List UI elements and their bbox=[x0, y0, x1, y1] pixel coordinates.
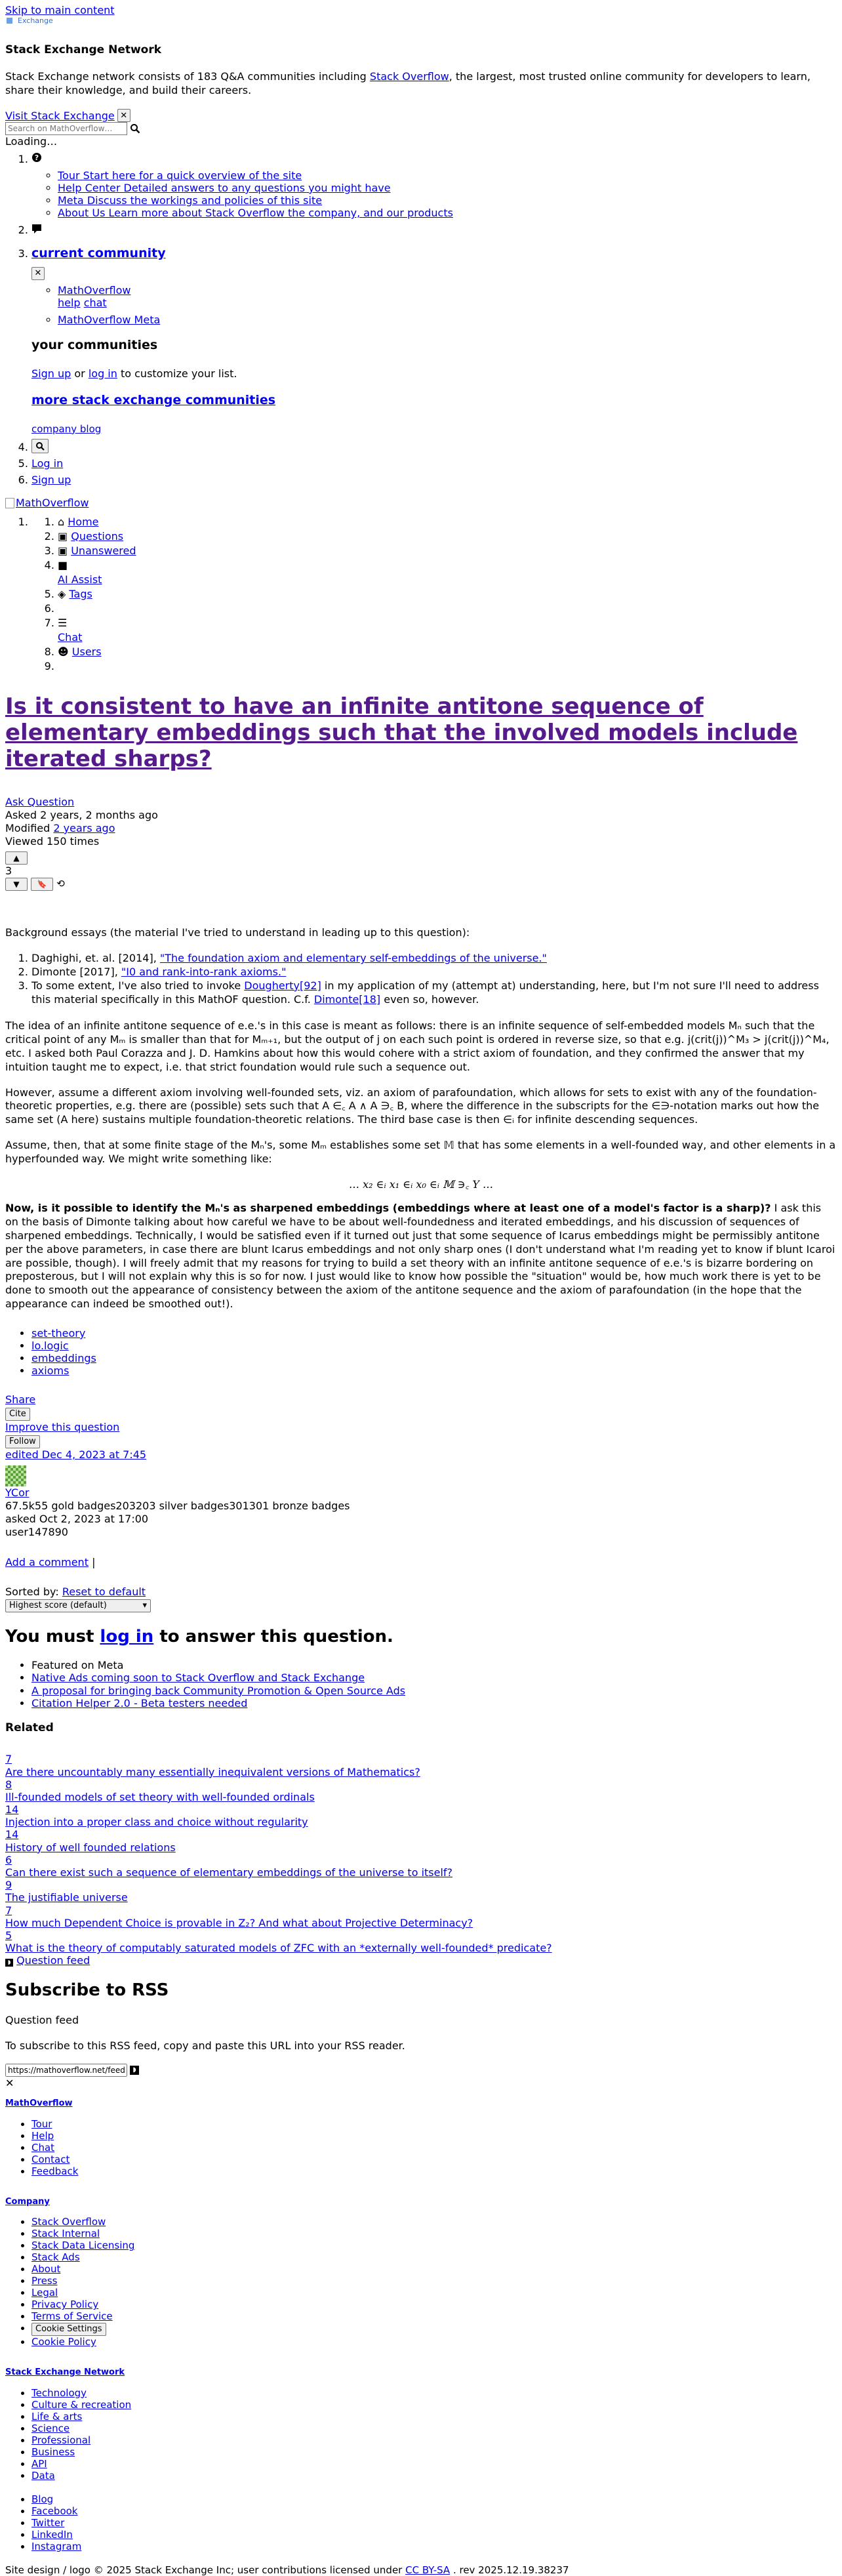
nav-tags[interactable] bbox=[58, 587, 837, 602]
tag-link[interactable]: lo.logic bbox=[31, 1339, 69, 1352]
footer-link[interactable]: • Data bbox=[31, 2470, 837, 2482]
site-logo[interactable] bbox=[5, 497, 837, 509]
related-score[interactable]: 7 bbox=[5, 1753, 12, 1766]
footer-link[interactable]: • LinkedIn bbox=[31, 2529, 837, 2541]
rss-icon: ◗ bbox=[5, 1959, 13, 1967]
help-menu-item[interactable]: ◦ Help Center Detailed answers to any questions you might have bbox=[58, 182, 837, 194]
footer-link[interactable]: • Technology bbox=[31, 2387, 837, 2399]
sort-selected: Highest score (default) bbox=[9, 1601, 107, 1611]
featured-link[interactable]: Citation Helper 2.0 - Beta testers needed bbox=[31, 1696, 248, 1709]
help-menu-item[interactable]: ◦ About Us Learn more about Stack Overflow the company, and our products bbox=[58, 207, 837, 219]
tag-list bbox=[5, 1327, 837, 1378]
network-desc-text-end: , the largest, most trusted online community for developers to learn, share their knowledge, and build their careers. bbox=[5, 70, 811, 96]
reference-item: 1. Daghighi, et. al. [2014], "The foundation axiom and elementary self-embeddings of the universe." bbox=[31, 952, 837, 966]
reference-item: 3. To some extent, I've also tried to invoke Dougherty[92] in my application of my (attempt at) understanding, here, but I'm not sure I'll need to address this material specifically in this MathOF question. C.f. Dimonte[18] even so, however. bbox=[31, 979, 837, 1007]
mathoverflow-link[interactable]: MathOverflow bbox=[58, 284, 131, 297]
nav-home[interactable] bbox=[58, 515, 837, 529]
editor-reputation: 67.5k55 gold badges203203 silver badges301301 bronze badges bbox=[5, 1500, 350, 1513]
vote-count: 3 bbox=[5, 865, 12, 878]
close-icon[interactable]: ✕ bbox=[31, 267, 45, 280]
footer-link[interactable]: • Stack Internal bbox=[31, 2228, 837, 2239]
asker-name: user147890 bbox=[5, 1526, 68, 1539]
featured-link[interactable]: A proposal for bringing back Community Promotion & Open Source Ads bbox=[31, 1684, 406, 1697]
footer-link[interactable]: • Feedback bbox=[31, 2165, 837, 2177]
login-link[interactable]: log in bbox=[100, 1627, 154, 1647]
editor-name[interactable]: YCor bbox=[5, 1486, 30, 1500]
footer-network-list bbox=[5, 2387, 837, 2482]
topbar-inbox bbox=[31, 223, 837, 236]
tag[interactable] bbox=[31, 1364, 837, 1377]
more-communities-link[interactable]: more stack exchange communities bbox=[31, 392, 276, 407]
related-question[interactable]: Can there exist such a sequence of elementary embeddings of the universe to itself? bbox=[5, 1866, 453, 1879]
rss-desc: To subscribe to this RSS feed, copy and paste this URL into your RSS reader. bbox=[5, 2039, 405, 2052]
footer-mathoverflow-list bbox=[5, 2118, 837, 2177]
add-comment-link[interactable]: Add a comment bbox=[5, 1556, 89, 1569]
topbar-login bbox=[31, 457, 837, 470]
modified-label: Modified bbox=[5, 821, 54, 834]
or-text: or bbox=[71, 367, 89, 380]
topbar bbox=[5, 152, 837, 487]
current-community-item bbox=[58, 314, 837, 326]
topbar-help bbox=[31, 152, 837, 220]
footer-social-list bbox=[5, 2493, 837, 2552]
skip-to-content-link[interactable]: Skip to main content bbox=[5, 4, 115, 16]
related-score[interactable]: 6 bbox=[5, 1853, 12, 1866]
footer-link[interactable]: • Twitter bbox=[31, 2517, 837, 2529]
nav-ai-assist[interactable] bbox=[58, 558, 837, 587]
footer-link[interactable]: • About bbox=[31, 2263, 837, 2275]
tag[interactable] bbox=[31, 1339, 837, 1352]
display-math: … x₂ ∈ᵢ x₁ ∈ᵢ x₀ ∈ᵢ 𝕄 ∋꜀ Y … bbox=[348, 1177, 493, 1191]
featured-link[interactable]: Native Ads coming soon to Stack Overflow and Stack Exchange bbox=[31, 1671, 365, 1685]
footer-link[interactable]: • Culture & recreation bbox=[31, 2399, 837, 2411]
license-link[interactable]: CC BY-SA bbox=[405, 2564, 451, 2576]
help-menu bbox=[31, 169, 837, 220]
nav-users-link[interactable]: Users bbox=[71, 645, 102, 658]
revision-text: . rev 2025.12.19.38237 bbox=[450, 2564, 569, 2576]
help-menu-item[interactable]: ◦ Meta Discuss the workings and policies of this site bbox=[58, 194, 837, 207]
asked-date: Asked 2 years, 2 months ago bbox=[5, 808, 158, 821]
copyright bbox=[5, 2564, 837, 2576]
footer-link[interactable]: • Stack Overflow bbox=[31, 2216, 837, 2228]
footer-company-list bbox=[5, 2216, 837, 2348]
footer-link[interactable]: • Business bbox=[31, 2446, 837, 2458]
stack-exchange-logo[interactable] bbox=[5, 16, 837, 25]
company-blog-link[interactable]: company blog bbox=[31, 422, 102, 435]
inbox-icon[interactable] bbox=[31, 223, 42, 234]
footer-link[interactable]: • Press bbox=[31, 2275, 837, 2287]
body-paragraph: The idea of an infinite antitone sequence of e.e.'s in this case is meant as follows: there is an infinite sequence of self-embedded models Mₙ such that the critical point of any Mₘ is smaller than that for Mₘ₊₁, but the output of j on each such point is ordered in reverse size, so that e.g. j(crit(j))^M₃ > j(crit(j))^M₄, etc. I asked both Paul Corazza and J. D. Hamkins about how this would cohere with a strict axiom of foundation, and they confirmed the answer that my intuition taught me to expect, i.e. that strict foundation would rule such a sequence out. bbox=[5, 1019, 830, 1073]
search-input[interactable] bbox=[5, 122, 127, 135]
chat-link[interactable]: chat bbox=[83, 296, 107, 310]
body-paragraph: Assume, then, that at some finite stage of the Mₙ's, some Mₘ establishes some set 𝕄 that has some elements in a well-founded way, and other elements in a hyperfounded way. We might write something like: bbox=[5, 1139, 836, 1165]
footer-link[interactable]: • Help bbox=[31, 2130, 837, 2142]
nav-questions[interactable] bbox=[58, 529, 837, 544]
sort-select[interactable] bbox=[5, 1599, 151, 1612]
topbar-search bbox=[31, 439, 837, 453]
body-paragraph bbox=[5, 1202, 837, 1311]
tag-link[interactable]: axioms bbox=[31, 1364, 70, 1378]
nav-home-link[interactable]: Home bbox=[68, 515, 99, 528]
footer-link[interactable]: • Stack Data Licensing bbox=[31, 2239, 837, 2251]
cite-button[interactable]: Cite bbox=[5, 1408, 30, 1421]
search-icon[interactable] bbox=[130, 123, 140, 134]
rss-sub: Question feed bbox=[5, 2013, 79, 2026]
visit-stack-exchange-link[interactable]: Visit Stack Exchange bbox=[5, 109, 115, 122]
reference-item: 2. Dimonte [2017], "I0 and rank-into-rank axioms." bbox=[31, 966, 837, 979]
dougherty-link[interactable]: Dougherty[92] bbox=[244, 979, 321, 992]
footer-link[interactable]: • Professional bbox=[31, 2434, 837, 2446]
question-body bbox=[5, 926, 837, 1311]
reset-sort-link[interactable]: Reset to default bbox=[62, 1585, 146, 1599]
edited-link[interactable]: edited Dec 4, 2023 at 7:45 bbox=[5, 1448, 147, 1462]
stack-overflow-link[interactable]: Stack Overflow bbox=[369, 70, 449, 83]
mathoverflow-meta-link[interactable]: MathOverflow Meta bbox=[58, 313, 161, 326]
related-question[interactable]: Injection into a proper class and choice without regularity bbox=[5, 1816, 308, 1829]
related-question[interactable]: History of well founded relations bbox=[5, 1841, 176, 1854]
your-communities-text bbox=[31, 367, 837, 380]
topbar-signup bbox=[31, 474, 837, 486]
current-community-item bbox=[58, 284, 837, 309]
cookie-settings-button[interactable]: Cookie Settings bbox=[31, 2323, 106, 2336]
reference-link[interactable]: "The foundation axiom and elementary self-embeddings of the universe." bbox=[159, 952, 547, 965]
comments bbox=[5, 1556, 837, 1568]
asked-on: asked Oct 2, 2023 at 17:00 bbox=[5, 1513, 149, 1526]
related-heading: Related bbox=[5, 1721, 54, 1734]
se-logo-text: Exchange bbox=[18, 16, 53, 26]
nav-unanswered-link[interactable]: Unanswered bbox=[71, 544, 136, 557]
nav-ai-assist-link[interactable]: AI Assist bbox=[58, 573, 102, 586]
network-desc-text: Stack Exchange network consists of 183 Q&A communities including bbox=[5, 70, 370, 83]
rss-url-input[interactable] bbox=[5, 2064, 127, 2077]
upvote-icon[interactable]: ▲ bbox=[5, 851, 28, 865]
must-login-text: You must bbox=[5, 1627, 100, 1647]
footer-link[interactable]: • Facebook bbox=[31, 2505, 837, 2517]
topbar-site-switcher bbox=[31, 246, 837, 435]
broken-image-icon bbox=[5, 498, 14, 508]
bookmark-icon[interactable]: 🔖 bbox=[31, 878, 53, 891]
copyright-text: Site design / logo © 2025 Stack Exchange Inc; user contributions licensed under bbox=[5, 2564, 406, 2576]
related-score[interactable]: 14 bbox=[5, 1803, 19, 1816]
intro-paragraph: Background essays (the material I've tried to understand in leading up to this question): bbox=[5, 926, 470, 939]
footer-link[interactable]: • Tour bbox=[31, 2118, 837, 2130]
nav-tags-link[interactable]: Tags bbox=[69, 587, 92, 600]
related-question[interactable]: What is the theory of computably saturated models of ZFC with an *externally well-founded* predicate? bbox=[5, 1942, 552, 1955]
site-logo-link[interactable]: MathOverflow bbox=[16, 497, 89, 510]
follow-button[interactable]: Follow bbox=[5, 1435, 40, 1448]
related-score[interactable]: 8 bbox=[5, 1778, 12, 1791]
featured-item[interactable] bbox=[31, 1685, 837, 1697]
related-question[interactable]: Are there uncountably many essentially inequivalent versions of Mathematics? bbox=[5, 1765, 420, 1778]
signup-link[interactable]: Sign up bbox=[31, 474, 71, 487]
network-description bbox=[5, 70, 837, 98]
separator: | bbox=[92, 1556, 96, 1569]
help-menu-item[interactable]: ◦ Tour Start here for a quick overview of the site bbox=[58, 169, 837, 182]
nav-empty bbox=[58, 659, 837, 674]
login-link[interactable]: log in bbox=[88, 367, 117, 380]
related-question[interactable]: How much Dependent Choice is provable in Z₂? And what about Projective Determinacy? bbox=[5, 1916, 473, 1929]
related-score[interactable]: 5 bbox=[5, 1929, 12, 1942]
dimonte-link[interactable]: Dimonte[18] bbox=[313, 992, 381, 1006]
left-sidebar-group bbox=[31, 515, 837, 674]
your-communities-title: your communities bbox=[31, 337, 158, 352]
chevron-down-icon: ▾ bbox=[142, 1601, 147, 1611]
questions-icon: ▣ bbox=[58, 529, 68, 542]
nav-chat[interactable] bbox=[58, 616, 837, 645]
loading-text: Loading… bbox=[5, 135, 58, 148]
featured-item[interactable] bbox=[31, 1671, 837, 1684]
related-question[interactable]: The justifiable universe bbox=[5, 1891, 128, 1904]
rss-icon: ◗ bbox=[130, 2066, 139, 2075]
featured-heading: • Featured on Meta bbox=[31, 1659, 837, 1671]
tag-link[interactable]: embeddings bbox=[31, 1352, 96, 1365]
related-score[interactable]: 9 bbox=[5, 1879, 12, 1892]
share-link[interactable]: Share bbox=[5, 1393, 36, 1406]
history-icon[interactable]: ⟲ bbox=[56, 878, 65, 890]
tag[interactable] bbox=[31, 1352, 837, 1364]
related-score[interactable]: 7 bbox=[5, 1904, 12, 1917]
network-title: Stack Exchange Network bbox=[5, 43, 162, 57]
search-icon[interactable] bbox=[31, 439, 49, 453]
tag-icon: ◈ bbox=[58, 587, 66, 600]
downvote-icon[interactable]: ▼ bbox=[5, 878, 28, 891]
footer-link[interactable]: • Stack Ads bbox=[31, 2251, 837, 2263]
related-question[interactable]: Ill-founded models of set theory with well-founded ordinals bbox=[5, 1790, 315, 1803]
body-paragraph: However, assume a different axiom involving well-founded sets, viz. an axiom of parafoundation, which allows for sets to exist with any of the foundation-theoretic properties, e.g. there are (possible) sets such that A ∈꜀ A ∧ A ∋꜀ B, where the difference in the subscripts for the ∈∋-notation marks out how the same set (A here) sustains multiple foundation-theoretic relations. The third base case is then ∈ᵢ for infinite descending sequences. bbox=[5, 1086, 820, 1126]
left-sidebar bbox=[5, 515, 837, 674]
footer-link[interactable]: • Chat bbox=[31, 2142, 837, 2154]
body-paragraph-rest: I ask this on the basis of Dimonte talking about how careful we have to be about well-foundedness and iterated embeddings, and his discussion of sequences of sharpened embeddings. Technically, I would be satisfied even if it turned out just that some sequence of Icarus embeddings might be permissibly antitone per the above parameters, in case there are blunt Icarus embeddings and not only sharp ones (I don't understand what I'm reading yet to know if blunt Icaroi are possible, though). I will freely admit that my reasons for trying to build a set theory with an infinite antitone sequence of e.e.'s is bizarre bordering on preposterous, but I will not explain why this is so for now. I just would like to know how possible the "situation" would be, how much work there is yet to be done to smooth out the appearance of consistency between the axiom of the antitone sequence and the axiom of parafoundation (in the hope that the appearance can indeed be smoothed out!). bbox=[5, 1202, 835, 1310]
must-login-heading bbox=[5, 1627, 837, 1647]
footer-link[interactable]: • API bbox=[31, 2458, 837, 2470]
reference-link[interactable]: "I0 and rank-into-rank axioms." bbox=[121, 966, 287, 979]
customize-text: to customize your list. bbox=[117, 367, 237, 380]
svg-text:?: 1. ? bbox=[34, 153, 39, 162]
must-login-text-end: to answer this question. bbox=[153, 1627, 393, 1647]
footer-network-link[interactable]: Stack Exchange Network bbox=[5, 2367, 125, 2378]
related-score[interactable]: 14 bbox=[5, 1828, 19, 1841]
help-link[interactable]: help bbox=[58, 296, 81, 310]
footer-mathoverflow-link[interactable]: MathOverflow bbox=[5, 2098, 73, 2109]
references-list bbox=[5, 952, 837, 1006]
question-meta bbox=[5, 796, 837, 848]
featured-item[interactable] bbox=[31, 1697, 837, 1709]
help-icon[interactable] bbox=[31, 152, 42, 163]
bold-question: Now, is it possible to identify the Mₙ's as sharpened embeddings (embeddings where at least one of a model's factor is a sharp)? bbox=[5, 1202, 771, 1215]
close-icon[interactable]: ✕ bbox=[5, 2077, 14, 2090]
footer-link[interactable]: • Contact bbox=[31, 2154, 837, 2165]
left-nav-list bbox=[31, 515, 837, 674]
vote-cell bbox=[5, 851, 837, 891]
footer-company-link[interactable]: Company bbox=[5, 2196, 50, 2207]
rss-title: Subscribe to RSS bbox=[5, 1980, 169, 2000]
network-dialog bbox=[5, 43, 837, 148]
avatar[interactable] bbox=[5, 1465, 26, 1486]
nav-unanswered[interactable] bbox=[58, 544, 837, 558]
footer-link[interactable]: • Terms of Service bbox=[31, 2310, 837, 2322]
nav-users[interactable] bbox=[58, 645, 837, 659]
se-logo-icon bbox=[7, 18, 12, 24]
rss-url-row bbox=[5, 2064, 837, 2077]
nav-empty bbox=[58, 602, 837, 616]
footer-link[interactable]: • Blog bbox=[31, 2493, 837, 2505]
sort-control bbox=[5, 1585, 837, 1612]
current-community-list bbox=[31, 284, 837, 326]
ask-question-button[interactable]: Ask Question bbox=[5, 795, 75, 808]
footer-link[interactable]: • Legal bbox=[31, 2287, 837, 2299]
question-feed-link[interactable]: Question feed bbox=[16, 1954, 90, 1967]
tag-link[interactable]: set-theory bbox=[31, 1326, 86, 1339]
post-menu bbox=[5, 1393, 837, 1540]
current-community-link[interactable]: current community bbox=[31, 245, 166, 260]
related-list bbox=[5, 1753, 837, 1954]
question-title[interactable]: Is it consistent to have an infinite antitone sequence of elementary embeddings such that the involved models include iterated sharps? bbox=[5, 693, 798, 772]
modified-link[interactable]: 2 years ago bbox=[53, 821, 115, 834]
footer-link[interactable]: • Instagram bbox=[31, 2541, 837, 2552]
nav-questions-link[interactable]: Questions bbox=[71, 529, 124, 542]
sort-label: Sorted by: bbox=[5, 1585, 62, 1599]
question-feed[interactable] bbox=[5, 1954, 837, 1967]
nav-chat-link[interactable]: Chat bbox=[58, 630, 83, 644]
users-icon: ☻ bbox=[58, 645, 69, 658]
featured-meta-list bbox=[5, 1659, 837, 1709]
footer-link[interactable]: • Science bbox=[31, 2423, 837, 2434]
modified-date bbox=[5, 822, 837, 835]
improve-question-link[interactable]: Improve this question bbox=[5, 1420, 120, 1433]
tag[interactable] bbox=[31, 1327, 837, 1339]
chat-icon: ☰ bbox=[58, 616, 68, 629]
ai-assist-icon: ■ bbox=[58, 558, 68, 571]
footer-link[interactable]: • Life & arts bbox=[31, 2411, 837, 2423]
close-icon[interactable]: ✕ bbox=[117, 109, 130, 122]
login-link[interactable]: Log in bbox=[31, 457, 64, 470]
signup-link[interactable]: Sign up bbox=[31, 367, 71, 380]
home-icon: ⌂ bbox=[58, 515, 65, 528]
unanswered-icon: ▣ bbox=[58, 544, 68, 557]
view-count: Viewed 150 times bbox=[5, 834, 100, 848]
footer-link[interactable]: • Privacy Policy bbox=[31, 2299, 837, 2310]
footer-link[interactable]: • Cookie Policy bbox=[31, 2336, 837, 2348]
footer-cookie-settings bbox=[31, 2322, 837, 2336]
